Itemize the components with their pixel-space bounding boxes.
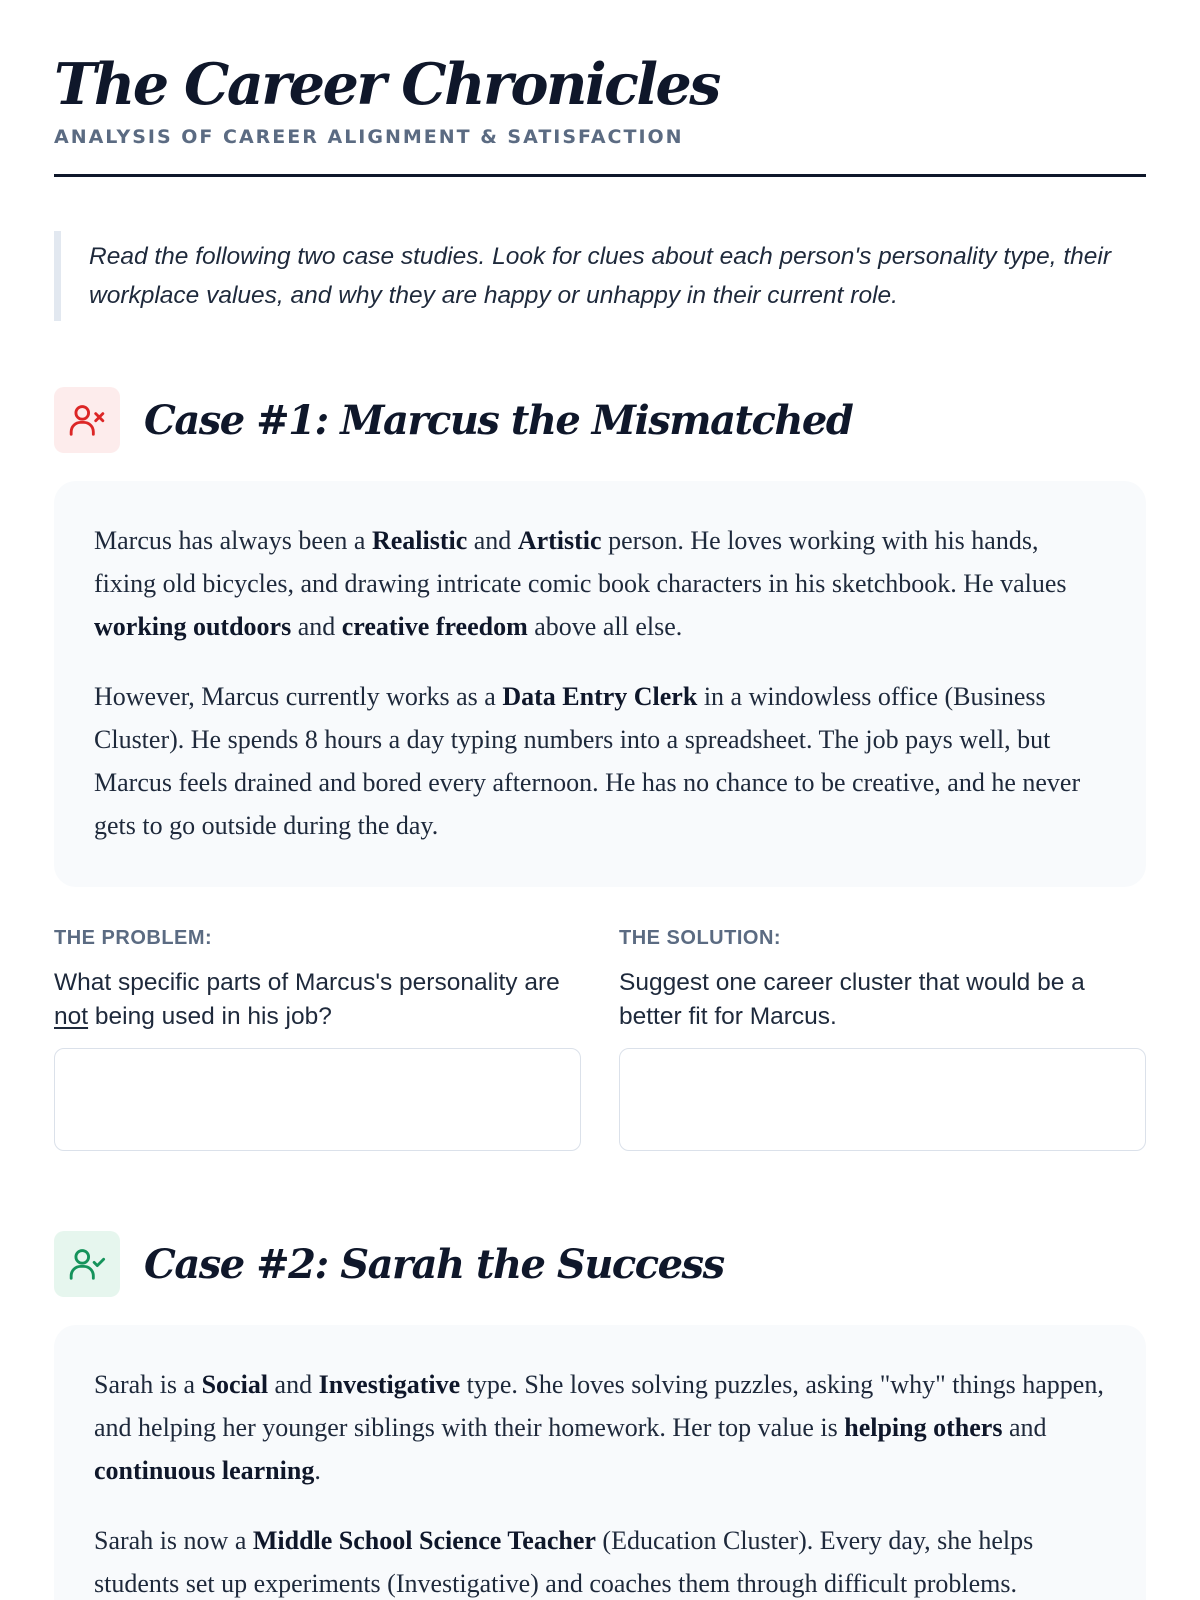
case-2-header: [54, 1231, 1146, 1297]
case-1-paragraph-1: Marcus has always been a Realistic and Artistic person. He loves working with his hands, fixing old bicycles, and drawing intricate comic book characters in his sketchbook. He values working outdoors and creative freedom above all else.: [94, 526, 1067, 641]
case-2-paragraph-1: Sarah is a Social and Investigative type. She loves solving puzzles, asking "why" things happen, and helping her younger siblings with their homework. Her top value is helping others and continuous learning.: [94, 1370, 1104, 1485]
masthead: [54, 0, 1146, 177]
problem-answer-box[interactable]: [54, 1048, 581, 1151]
case-1-paragraph-2: However, Marcus currently works as a Data Entry Clerk in a windowless office (Business Cluster). He spends 8 hours a day typing numbers into a spreadsheet. The job pays well, but Marcus feels drained and bored every afternoon. He has no chance to be creative, and he never gets to go outside during the day.: [94, 682, 1081, 840]
page-title: The Career Chronicles: [54, 51, 719, 118]
case-2-title: Case #2: Sarah the Success: [144, 1240, 724, 1288]
problem-question: [54, 927, 581, 1151]
intro-callout: Read the following two case studies. Look for clues about each person's personality type, their workplace values, and why they are happy or unhappy in their current role.: [54, 231, 1146, 321]
problem-label: THE PROBLEM:: [54, 927, 213, 949]
solution-label: THE SOLUTION:: [619, 927, 782, 949]
solution-question: [619, 927, 1146, 1151]
problem-prompt: What specific parts of Marcus's personality are not being used in his job?: [54, 969, 560, 1030]
case-2-paragraph-2: Sarah is now a Middle School Science Teacher (Education Cluster). Every day, she helps students set up experiments (Investigative) and coaches them through difficult problems.: [94, 1526, 1034, 1598]
case-2-story: [54, 1325, 1146, 1600]
case-1-title: Case #1: Marcus the Mismatched: [144, 396, 853, 444]
solution-prompt: Suggest one career cluster that would be a better fit for Marcus.: [619, 969, 1085, 1030]
case-1-questions: [54, 927, 1146, 1151]
user-x-icon: [54, 387, 120, 453]
solution-answer-box[interactable]: [619, 1048, 1146, 1151]
page-subtitle: ANALYSIS OF CAREER ALIGNMENT & SATISFACTION: [54, 126, 684, 148]
case-1-story: [54, 481, 1146, 887]
user-check-icon: [54, 1231, 120, 1297]
case-1-header: [54, 387, 1146, 453]
